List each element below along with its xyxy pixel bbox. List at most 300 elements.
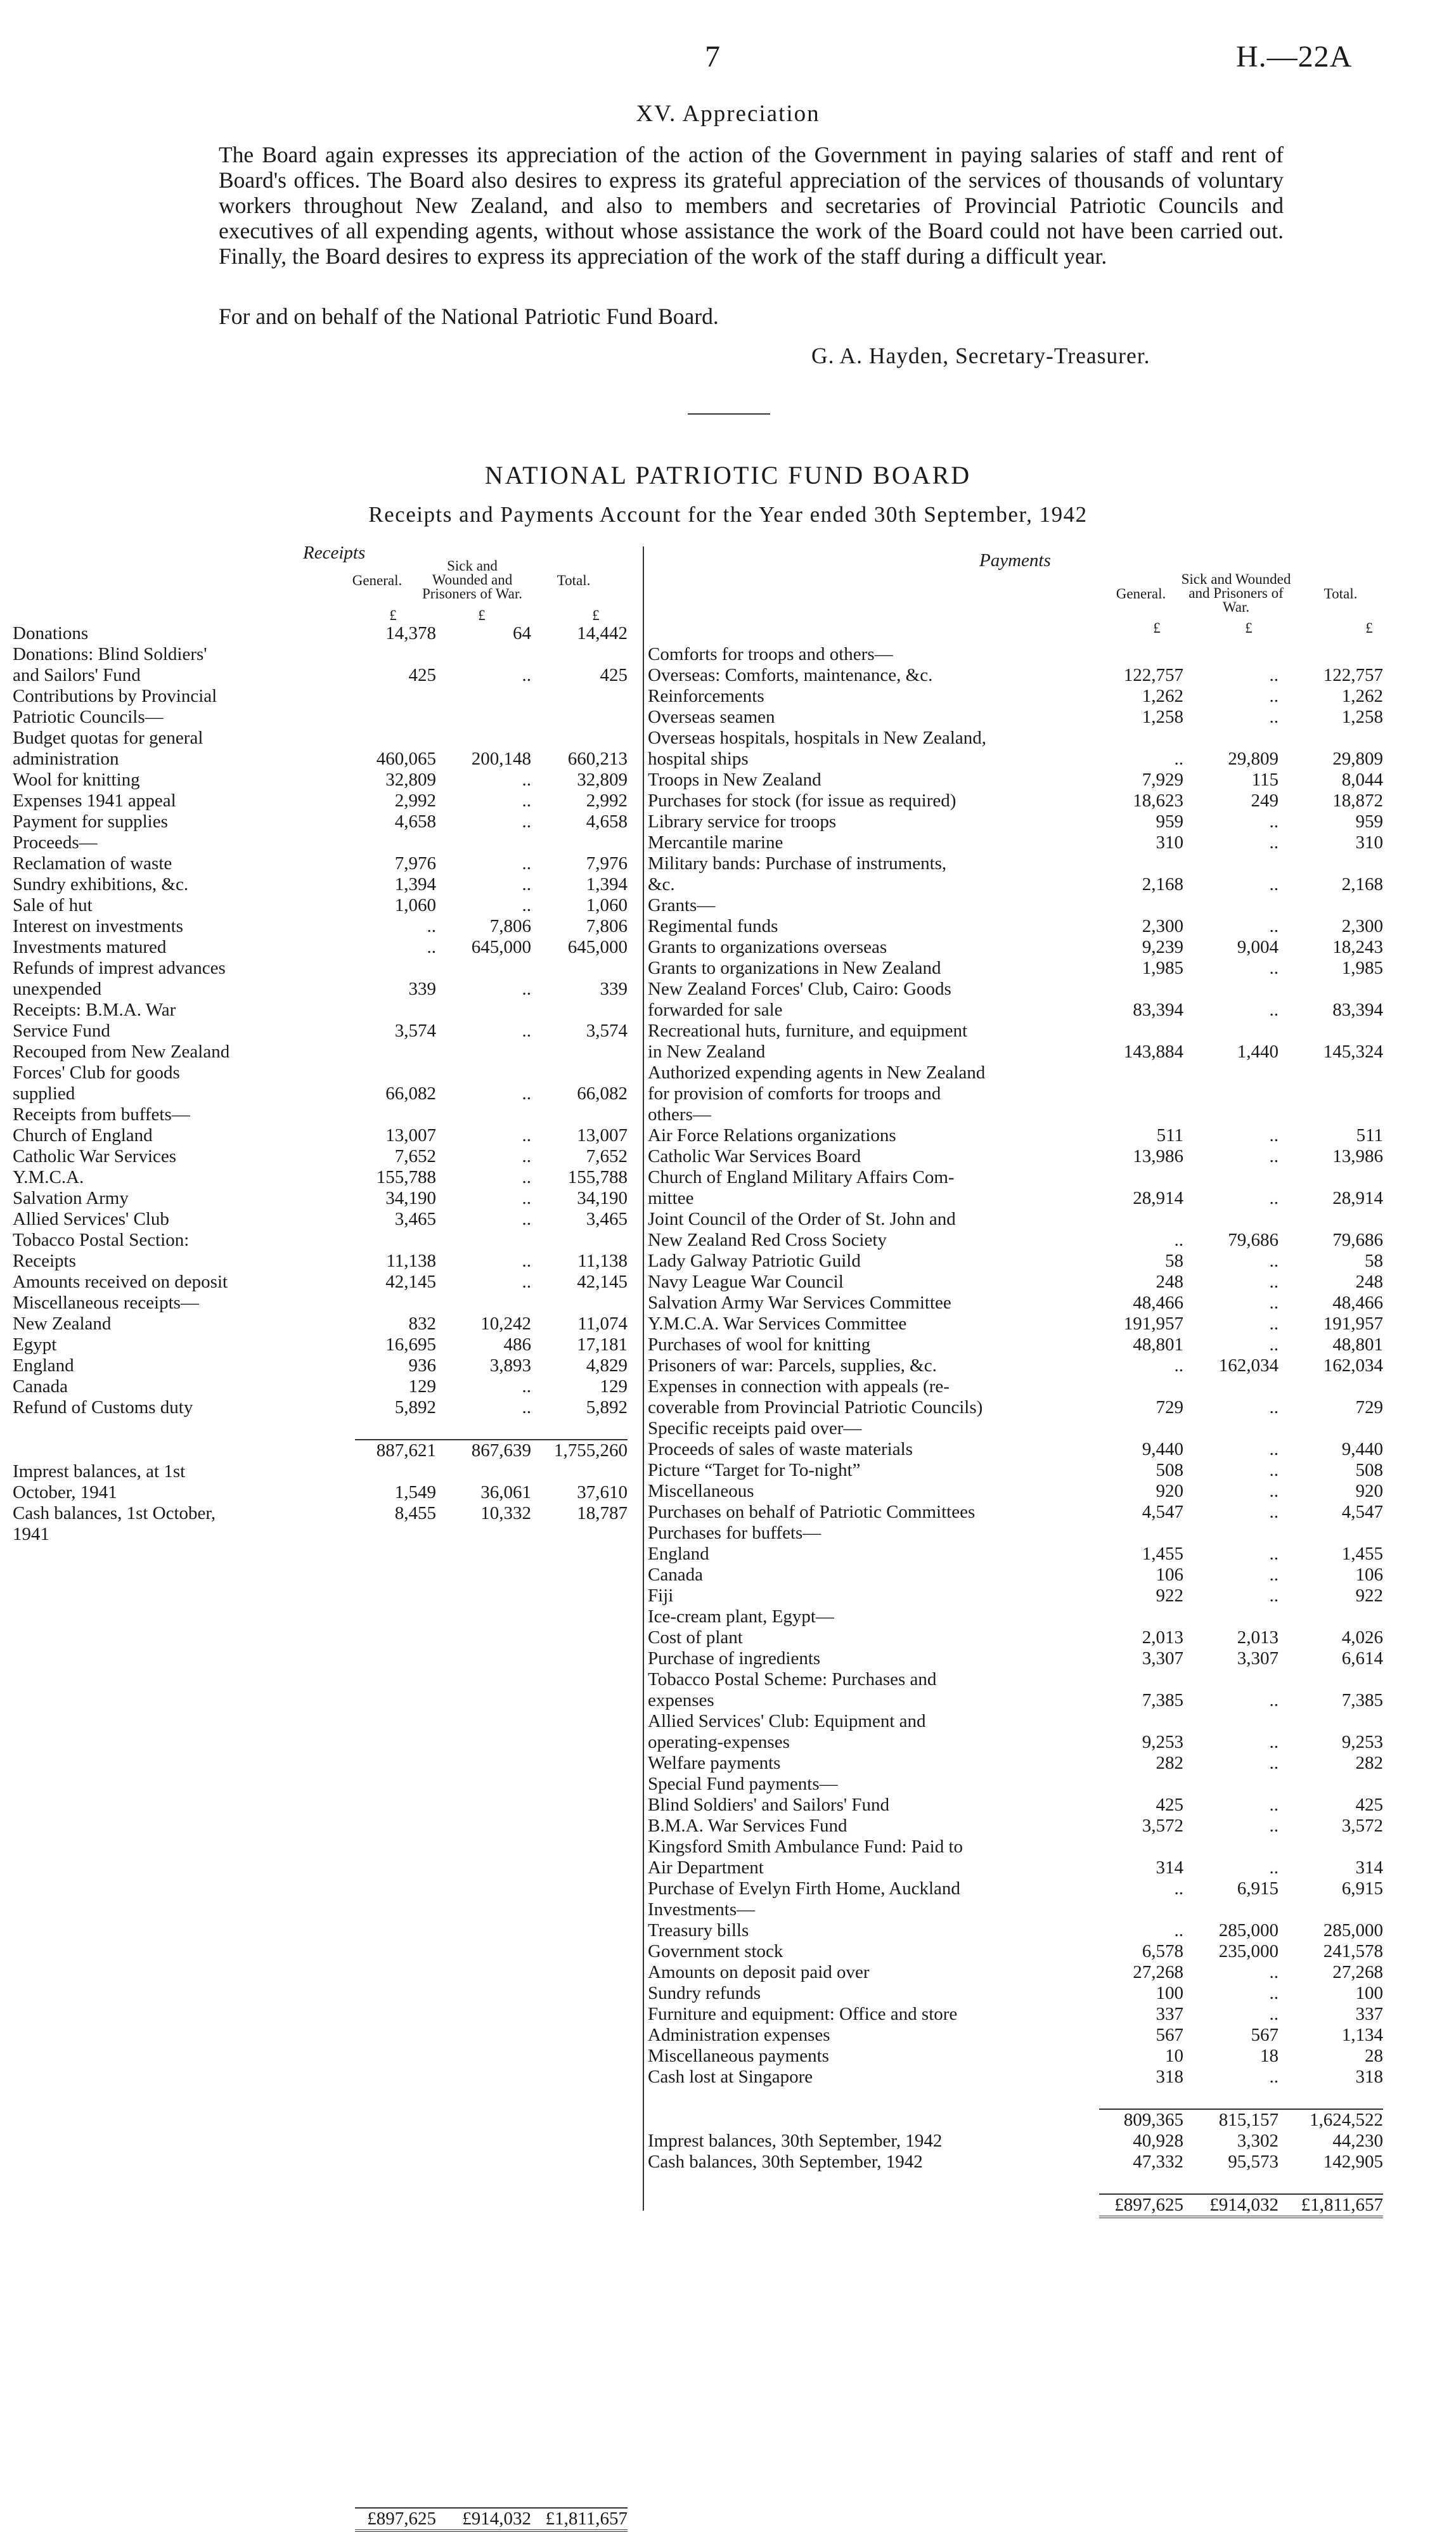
spacer-cell [436,2214,531,2235]
general-amount: 3,307 [1142,1648,1183,1669]
row-label: Receipts from buffets— [13,1104,190,1125]
spacer-cell [13,1608,355,1629]
row-label: Recreational huts, furniture, and equipment [648,1021,968,1041]
payment-row [648,1732,1383,1753]
spacer-row [13,2193,628,2214]
receipt-row [13,707,628,728]
spacer-cell [531,2256,628,2277]
spacer-cell [355,1733,436,1754]
spacer-row [13,1901,628,1922]
general-amount [355,1104,436,1125]
general-amount: 13,986 [1133,1146,1183,1166]
general-amount [355,1524,436,1545]
row-label: Expenses in connection with appeals (re- [648,1376,950,1397]
row-label: Service Fund [13,1021,110,1041]
receipts-subtotal-row [13,1440,628,1461]
general-amount [355,707,436,728]
receipt-row [13,1272,628,1293]
spacer-cell [355,2486,436,2508]
total-amount: 508 [1355,1460,1383,1480]
receipt-row [13,1083,628,1104]
general-amount: 7,976 [394,853,436,874]
sick-wounded-amount [1183,1711,1279,1732]
spacer-cell [436,2110,531,2131]
general-amount: 425 [1156,1795,1183,1815]
general-amount: 936 [408,1355,436,1376]
total-amount [1279,1209,1383,1230]
receipt-row [13,1167,628,1188]
spacer-row [13,1880,628,1901]
spacer-row [13,2089,628,2110]
spacer-row [13,1942,628,1963]
total-amount: 27,268 [1332,1962,1383,1982]
spacer-cell [13,2173,355,2193]
general-amount: 1,258 [1142,707,1183,727]
general-amount: 14,378 [385,623,436,643]
row-label: for provision of comforts for troops and [648,1083,941,1104]
row-label: Tobacco Postal Scheme: Purchases and [648,1669,937,1689]
total-amount: 3,572 [1341,1816,1383,1836]
row-label: New Zealand Forces' Club, Cairo: Goods [648,979,951,999]
receipt-row [13,1209,628,1230]
general-amount [355,958,436,979]
spacer-cell [436,2465,531,2486]
receipt-balance-row [13,1524,628,1545]
row-label: Overseas seamen [648,707,775,727]
total-amount: 4,026 [1341,1627,1383,1648]
total-amount: 7,976 [586,853,628,874]
spacer-cell [648,2173,1099,2194]
spacer-cell [531,1817,628,1838]
spacer-cell [531,2214,628,2235]
row-label [648,2194,1099,2217]
row-label: Navy League War Council [648,1272,844,1292]
total-amount [1279,1021,1383,1042]
row-label: Imprest balances, at 1st [13,1461,186,1482]
total-amount: 191,957 [1323,1314,1383,1334]
total-amount: 66,082 [577,1083,628,1104]
spacer-cell [13,1754,355,1775]
general-amount: 48,466 [1133,1293,1183,1313]
sick-wounded-amount: 249 [1251,791,1279,811]
row-label: Catholic War Services Board [648,1146,861,1166]
row-label: Budget quotas for general [13,728,203,748]
spacer-cell [355,2445,436,2465]
total-amount: 34,190 [577,1188,628,1208]
row-label: Amounts on deposit paid over [648,1962,870,1982]
payment-row [648,1544,1383,1565]
sick-wounded-amount: .. [1269,874,1279,895]
total-amount: 9,440 [1341,1439,1383,1459]
sick-wounded-amount: .. [522,811,531,832]
spacer-cell [13,2047,355,2068]
spacer-cell [531,1796,628,1817]
total-amount [531,644,628,665]
spacer-cell [355,2382,436,2403]
receipt-row [13,1293,628,1314]
spacer-cell [531,1984,628,2005]
general-amount [355,1461,436,1482]
general-amount: 922 [1156,1586,1183,1606]
payment-row [648,1899,1383,1920]
total-amount: 4,658 [586,811,628,832]
general-amount [355,1293,436,1314]
total-amount: 29,809 [1332,749,1383,769]
sick-wounded-amount [1183,1669,1279,1690]
spacer-row [13,2361,628,2382]
receipt-row [13,644,628,665]
row-label: Authorized expending agents in New Zealand [648,1063,986,1083]
total-amount: 959 [1355,811,1383,832]
spacer-cell [531,2173,628,2193]
spacer-row [13,2424,628,2445]
payment-row [648,770,1383,791]
receipts-heading: Receipts [303,543,366,563]
spacer-cell [13,1629,355,1650]
row-label: Furniture and equipment: Office and store [648,2004,958,2024]
spacer-cell [355,2256,436,2277]
spacer-cell [436,2047,531,2068]
spacer-row [13,2298,628,2319]
sick-wounded-amount: .. [522,874,531,895]
receipt-row [13,1355,628,1376]
total-amount: 14,442 [577,623,628,643]
row-label: Overseas: Comforts, maintenance, &c. [648,665,933,685]
spacer-cell [436,2089,531,2110]
behalf-line: For and on behalf of the National Patriotic Fund Board. [219,304,719,329]
sick-wounded-amount: .. [1269,1397,1279,1418]
sick-wounded-amount: 36,061 [480,1482,531,1502]
spacer-cell [436,1418,531,1440]
sick-wounded-amount [1183,1376,1279,1397]
receipt-row [13,895,628,916]
row-label: October, 1941 [13,1482,117,1502]
row-label: B.M.A. War Services Fund [648,1816,847,1836]
document-reference: H.—22A [1236,40,1353,74]
row-label: Purchases for stock (for issue as required) [648,791,957,811]
spacer-cell [531,1629,628,1650]
total-amount: 1,060 [586,895,628,915]
total-amount [1279,1376,1383,1397]
total-amount [531,1293,628,1314]
row-label: Payment for supplies [13,811,168,832]
spacer-cell [13,1733,355,1754]
spacer-row [13,1566,628,1587]
receipts-col-general: General. [352,572,403,588]
general-amount: 809,365 [1099,2109,1183,2131]
spacer-cell [436,1984,531,2005]
general-amount: 129 [408,1376,436,1397]
total-amount: 1,134 [1341,2025,1383,2045]
row-label: Allied Services' Club [13,1209,169,1229]
payment-balance-row [648,2131,1383,2152]
row-label: expenses [648,1690,714,1710]
general-amount: 9,239 [1142,937,1183,957]
payment-row [648,1146,1383,1167]
spacer-row [13,1733,628,1754]
spacer-cell [531,2382,628,2403]
payment-row [648,1648,1383,1669]
general-amount: 48,801 [1133,1334,1183,1355]
sick-wounded-amount: .. [1269,1565,1279,1585]
total-amount: 425 [1355,1795,1383,1815]
row-label: Mercantile marine [648,832,783,853]
sick-wounded-amount: .. [1269,1481,1279,1501]
spacer-cell [355,1754,436,1775]
total-amount: 58 [1365,1251,1383,1271]
spacer-cell [436,1942,531,1963]
spacer-cell [436,2424,531,2445]
spacer-cell [13,1817,355,1838]
row-label: Patriotic Councils— [13,707,164,727]
spacer-cell [531,2089,628,2110]
general-amount: .. [1174,749,1183,769]
general-amount [355,728,436,749]
row-label: Ice-cream plant, Egypt— [648,1606,834,1627]
sick-wounded-amount: 567 [1251,2025,1279,2045]
row-label: Administration expenses [648,2025,830,2045]
spacer-cell [436,1963,531,1984]
general-amount: £897,625 [355,2508,436,2531]
sick-wounded-amount: 3,302 [1237,2131,1279,2151]
sick-wounded-amount: .. [1269,1690,1279,1710]
spacer-cell [436,2173,531,2193]
payment-row [648,686,1383,707]
spacer-row [13,1608,628,1629]
total-amount [531,707,628,728]
general-amount: 920 [1156,1481,1183,1501]
spacer-cell [355,1922,436,1942]
payments-subtotal-row [648,2109,1383,2131]
row-label: Regimental funds [648,916,778,936]
general-amount: 4,658 [394,811,436,832]
spacer-cell [436,1838,531,1859]
spacer-cell [436,2403,531,2424]
general-amount: 425 [408,665,436,685]
general-amount: 511 [1156,1125,1183,1146]
spacer-cell [531,1922,628,1942]
spacer-cell [531,1963,628,1984]
receipt-row [13,686,628,707]
spacer-cell [13,1650,355,1670]
row-label: 1941 [13,1524,49,1544]
total-amount [1279,1711,1383,1732]
general-amount [1099,1167,1183,1188]
total-amount: 318 [1355,2067,1383,2087]
row-label: &c. [648,874,675,895]
spacer-row [13,1587,628,1608]
general-amount: 460,065 [376,749,436,769]
row-label: Cash balances, 1st October, [13,1503,216,1523]
general-amount [1099,1418,1183,1439]
row-label: Miscellaneous receipts— [13,1293,199,1313]
sick-wounded-amount: £914,032 [1183,2194,1279,2217]
total-amount: 920 [1355,1481,1383,1501]
spacer-cell [355,1880,436,1901]
spacer-cell [355,2214,436,2235]
row-label: Recouped from New Zealand [13,1042,230,1062]
total-amount: 282 [1355,1753,1383,1773]
receipt-row [13,1334,628,1355]
spacer-cell [436,2256,531,2277]
row-label: others— [648,1104,711,1125]
sick-wounded-amount: £914,032 [436,2508,531,2531]
receipt-row [13,791,628,811]
row-label: Salvation Army War Services Committee [648,1293,951,1313]
payment-row [648,1125,1383,1146]
payment-row [648,958,1383,979]
receipt-row [13,749,628,770]
spacer-cell [648,2088,1099,2109]
total-amount [1279,728,1383,749]
row-label: Contributions by Provincial [13,686,217,706]
general-amount [1099,1376,1183,1397]
receipts-col-sick: Sick and Wounded and Prisoners of War. [422,558,523,602]
sick-wounded-amount: .. [522,1167,531,1187]
general-amount: 32,809 [385,770,436,790]
total-amount: 28,914 [1332,1188,1383,1208]
general-amount: 2,300 [1142,916,1183,936]
payment-row [648,1857,1383,1878]
row-label: Welfare payments [648,1753,781,1773]
payments-currency-total: £ [1365,620,1373,636]
sick-wounded-amount: .. [1269,1586,1279,1606]
general-amount [1099,1774,1183,1795]
sick-wounded-amount: .. [1269,1753,1279,1773]
receipt-row [13,916,628,937]
general-amount [355,1042,436,1063]
spacer-cell [13,1587,355,1608]
sick-wounded-amount: .. [522,1397,531,1418]
sick-wounded-amount [1183,728,1279,749]
general-amount: 58 [1165,1251,1183,1271]
spacer-cell [13,1712,355,1733]
payment-balance-row [648,2152,1383,2173]
general-amount [1099,1669,1183,1690]
spacer-cell [436,1754,531,1775]
spacer-row [13,1418,628,1440]
row-label: Treasury bills [648,1920,749,1941]
sick-wounded-amount: 235,000 [1218,1941,1279,1961]
sick-wounded-amount: .. [1269,665,1279,685]
general-amount [1099,1209,1183,1230]
total-amount: 79,686 [1332,1230,1383,1250]
spacer-cell [531,1859,628,1880]
total-amount: 48,466 [1332,1293,1383,1313]
signature: G. A. Hayden, Secretary-Treasurer. [811,343,1150,368]
general-amount: 3,465 [394,1209,436,1229]
spacer-cell [1183,2173,1279,2194]
sick-wounded-amount: .. [1269,1293,1279,1313]
total-amount [1279,1523,1383,1544]
spacer-row [13,1817,628,1838]
sick-wounded-amount: 7,806 [489,916,531,936]
spacer-cell [13,2152,355,2173]
spacer-cell [355,2173,436,2193]
payments-currency-sick: £ [1245,620,1253,636]
spacer-cell [13,2465,355,2486]
sick-wounded-amount: .. [1269,832,1279,853]
total-amount: 129 [600,1376,628,1397]
sick-wounded-amount: .. [522,1188,531,1208]
spacer-row [13,1922,628,1942]
spacer-cell [13,1545,355,1566]
payment-row [648,916,1383,937]
spacer-row [13,2277,628,2298]
row-label: Refund of Customs duty [13,1397,193,1418]
sick-wounded-amount: .. [1269,1439,1279,1459]
sick-wounded-amount [1183,1021,1279,1042]
spacer-row [13,1838,628,1859]
payment-row [648,1293,1383,1314]
general-amount: 337 [1156,2004,1183,2024]
spacer-cell [13,1838,355,1859]
receipts-grand-total-row [13,2508,628,2531]
general-amount: 7,385 [1142,1690,1183,1710]
spacer-cell [1183,2088,1279,2109]
total-amount: 1,455 [1341,1544,1383,1564]
spacer-cell [1099,2173,1183,2194]
total-amount: 122,757 [1323,665,1383,685]
sick-wounded-amount: 10,332 [480,1503,531,1523]
sick-wounded-amount: .. [1269,2067,1279,2087]
spacer-cell [531,1901,628,1922]
sick-wounded-amount: .. [522,1251,531,1271]
total-amount: 511 [1356,1125,1383,1146]
spacer-cell [13,1859,355,1880]
row-label: Receipts [13,1251,76,1271]
spacer-cell [531,2277,628,2298]
payment-row [648,1418,1383,1439]
general-amount: 18,623 [1133,791,1183,811]
total-amount [1279,895,1383,916]
general-amount [1099,644,1183,665]
receipt-row [13,728,628,749]
receipt-row [13,1125,628,1146]
receipt-row [13,1063,628,1083]
sick-wounded-amount: 815,157 [1183,2109,1279,2131]
spacer-cell [436,2005,531,2026]
spacer-cell [355,2005,436,2026]
general-amount: 3,572 [1142,1816,1183,1836]
spacer-cell [13,2235,355,2256]
spacer-cell [13,2068,355,2089]
row-label: Egypt [13,1334,57,1355]
spacer-cell [436,2152,531,2173]
total-amount: 7,806 [586,916,628,936]
sick-wounded-amount [436,1042,531,1063]
total-amount [531,958,628,979]
total-amount [1279,979,1383,1000]
sick-wounded-amount: 3,307 [1237,1648,1279,1669]
spacer-cell [436,2382,531,2403]
total-amount: 314 [1355,1857,1383,1878]
total-amount: 4,829 [586,1355,628,1376]
total-amount [1279,1063,1383,1083]
sick-wounded-amount: 3,893 [489,1355,531,1376]
sick-wounded-amount: 2,013 [1237,1627,1279,1648]
spacer-cell [13,2486,355,2508]
total-amount: £1,811,657 [531,2508,628,2531]
sick-wounded-amount: .. [1269,1125,1279,1146]
sick-wounded-amount [436,1230,531,1251]
spacer-cell [355,1629,436,1650]
spacer-cell [531,2047,628,2068]
row-label: Y.M.C.A. War Services Committee [648,1314,907,1334]
sick-wounded-amount: .. [522,853,531,874]
row-label: Donations: Blind Soldiers' [13,644,207,664]
payment-row [648,1063,1383,1083]
